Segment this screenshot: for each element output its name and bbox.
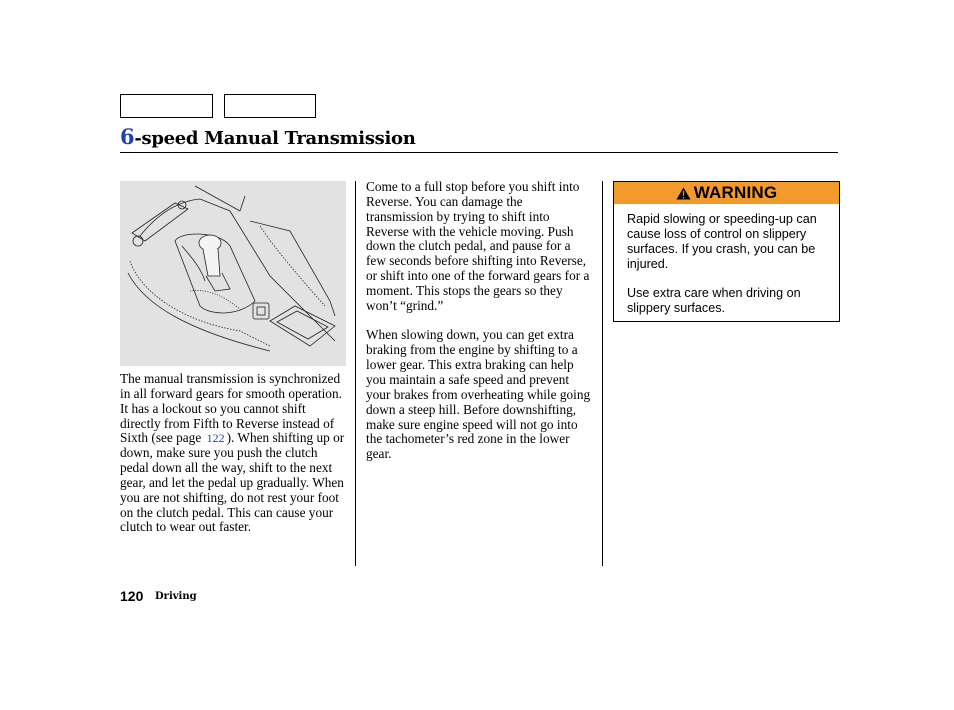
page-title xyxy=(120,124,416,149)
page-number: 120 xyxy=(120,588,144,604)
warning-label: WARNING xyxy=(693,183,778,202)
nav-button-next[interactable] xyxy=(224,94,316,118)
nav-button-prev[interactable] xyxy=(120,94,213,118)
column1-text-a: The manual transmission is synchronized in all forward gears for smooth operation. It has a lockout so you cannot shift directly from Fifth to Reverse instead of Sixth (see page xyxy=(120,371,342,446)
section-name: Driving xyxy=(155,591,197,602)
column2-body xyxy=(366,180,592,462)
title-text: -speed Manual Transmission xyxy=(134,128,416,149)
warning-paragraph: Rapid slowing or speeding-up can cause loss of control on slippery surfaces. If you crash, you can be injured. xyxy=(627,212,817,271)
shifter-illustration xyxy=(120,181,346,366)
column2-paragraph: Come to a full stop before you shift into Reverse. You can damage the transmission by trying to shift into Reverse with the vehicle moving. Push down the clutch pedal, and pause for a few seconds before shifting into Reverse, or shift into one of the forward gears for a moment. This stops the gears so they won’t “grind.” xyxy=(366,179,590,313)
title-number: 6 xyxy=(120,124,135,149)
column1-text-b: ). When shifting up or down, make sure you push the clutch pedal down all the way, shift to the next gear, and let the pedal up gradually. When you are not shifting, do not rest your foot on the clutch pedal. This can cause your clutch to wear out faster. xyxy=(120,430,345,535)
column2-paragraph: When slowing down, you can get extra braking from the engine by shifting to a lower gear. This extra braking can help you maintain a safe speed and prevent your brakes from overheating while going down a steep hill. Before downshifting, make sure engine speed will not go into the tachometer’s red zone in the lower gear. xyxy=(366,327,591,462)
page-reference-link[interactable]: 122 xyxy=(206,431,225,446)
warning-box xyxy=(613,181,840,322)
column1-body xyxy=(120,372,348,535)
warning-body xyxy=(614,204,839,316)
column-divider-1 xyxy=(355,181,356,566)
title-divider xyxy=(120,152,838,153)
warning-paragraph: Use extra care when driving on slippery surfaces. xyxy=(627,286,801,316)
warning-header xyxy=(614,182,839,204)
warning-triangle-icon xyxy=(676,187,691,200)
column-divider-2 xyxy=(602,181,603,566)
